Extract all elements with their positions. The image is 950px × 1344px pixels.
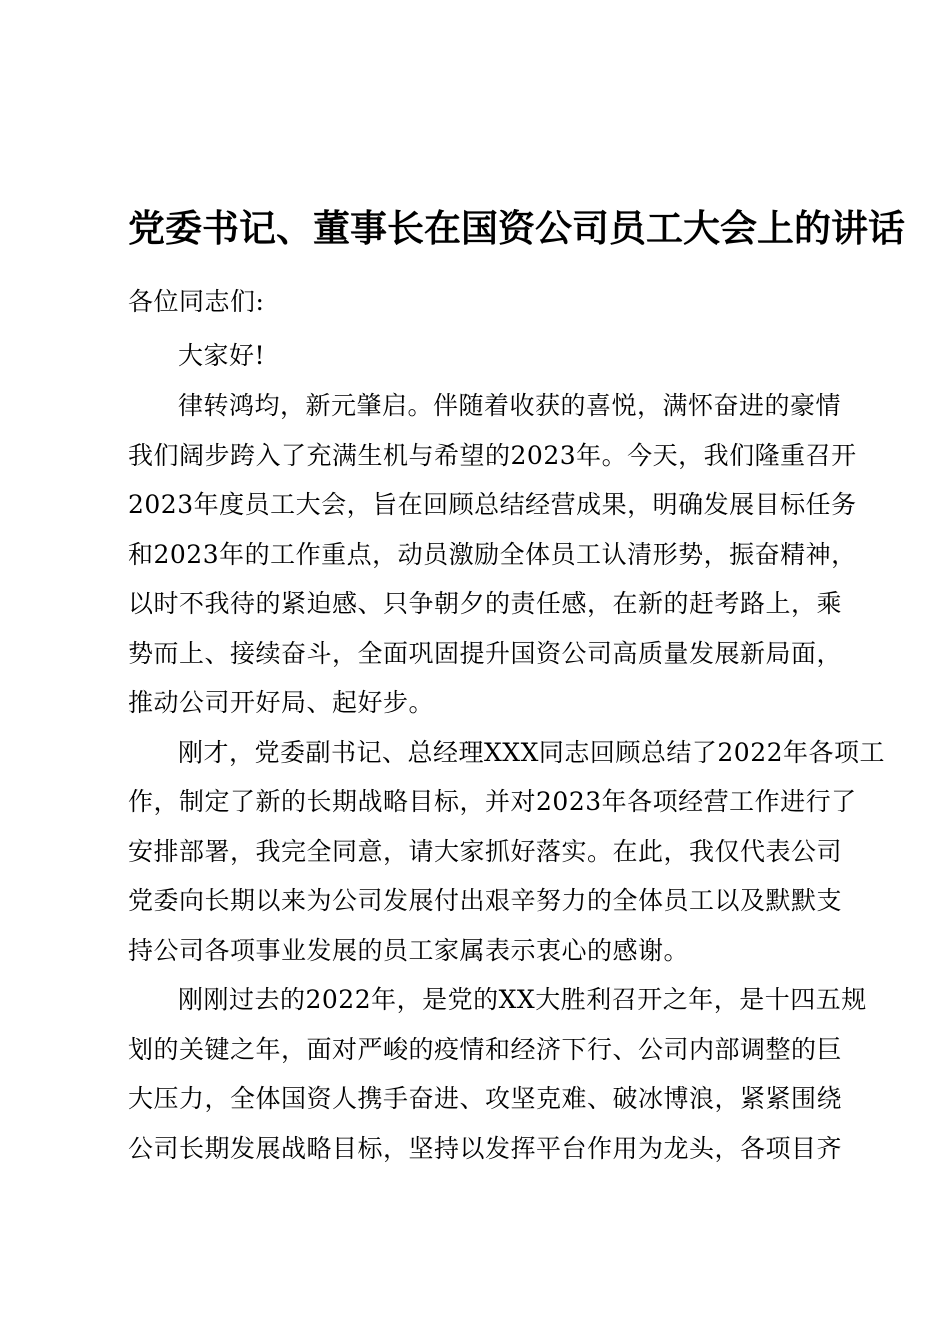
paragraph-2-line-1: 刚才，党委副书记、总经理XXX同志回顾总结了2022年各项工 — [178, 738, 886, 767]
paragraph-1-line-4: 和2023年的工作重点，动员激励全体员工认清形势，振奋精神， — [128, 540, 857, 569]
paragraph-1-line-2: 我们阔步跨入了充满生机与希望的2023年。今天，我们隆重召开 — [128, 441, 857, 470]
paragraph-2-line-5: 持公司各项事业发展的员工家属表示衷心的感谢。 — [128, 936, 690, 965]
paragraph-3-line-2: 划的关键之年，面对严峻的疫情和经济下行、公司内部调整的巨 — [128, 1035, 843, 1064]
paragraph-1-line-7: 推动公司开好局、起好步。 — [128, 688, 435, 717]
document-title: 党委书记、董事长在国资公司员工大会上的讲话 — [128, 206, 905, 250]
paragraph-1-line-5: 以时不我待的紧迫感、只争朝夕的责任感，在新的赶考路上，乘 — [128, 589, 843, 618]
paragraph-1-line-1: 律转鸿均，新元肇启。伴随着收获的喜悦，满怀奋进的豪情 — [178, 391, 842, 420]
salutation: 各位同志们: — [128, 287, 265, 316]
paragraph-2-line-2: 作，制定了新的长期战略目标，并对2023年各项经营工作进行了 — [128, 787, 857, 816]
paragraph-1-line-3: 2023年度员工大会，旨在回顾总结经营成果，明确发展目标任务 — [128, 490, 857, 519]
paragraph-2-line-3: 安排部署，我完全同意，请大家抓好落实。在此，我仅代表公司 — [128, 837, 843, 866]
paragraph-3-line-4: 公司长期发展战略目标，坚持以发挥平台作用为龙头，各项目齐 — [128, 1134, 843, 1163]
paragraph-3-line-3: 大压力，全体国资人携手奋进、攻坚克难、破冰博浪，紧紧围绕 — [128, 1084, 843, 1113]
paragraph-3-line-1: 刚刚过去的2022年，是党的XX大胜利召开之年，是十四五规 — [178, 985, 867, 1014]
paragraph-2-line-4: 党委向长期以来为公司发展付出艰辛努力的全体员工以及默默支 — [128, 886, 843, 915]
paragraph-1-line-6: 势而上、接续奋斗，全面巩固提升国资公司高质量发展新局面， — [128, 639, 843, 668]
greeting: 大家好! — [178, 341, 266, 370]
